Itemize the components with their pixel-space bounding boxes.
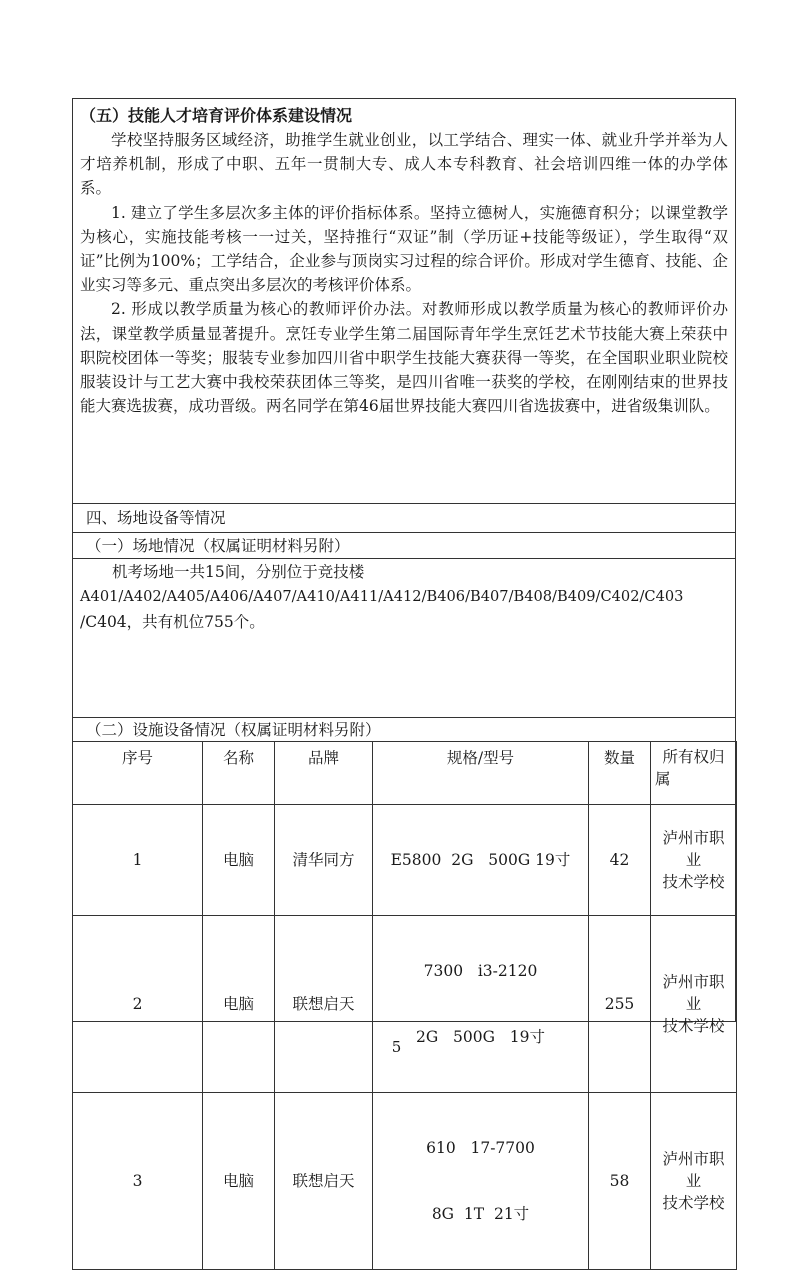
divider	[72, 503, 736, 504]
header-brand: 品牌	[275, 742, 373, 805]
venue-description-line3: /C404，共有机位755个。	[80, 613, 265, 631]
cell-spec	[373, 805, 589, 916]
table-header-row	[73, 742, 737, 805]
cell-serial-number: 1	[73, 805, 203, 916]
section-heading-facilities: 四、场地设备等情况	[86, 509, 226, 527]
header-ownership	[651, 742, 737, 805]
cell-name: 电脑	[203, 805, 275, 916]
cell-ownership	[651, 805, 737, 916]
header-ownership-line2: 属	[655, 770, 671, 788]
cell-brand: 联想启天	[275, 1093, 373, 1270]
cell-ownership-line2: 业	[685, 851, 702, 869]
header-ownership-line1: 所有权归	[662, 748, 725, 766]
cell-name: 电脑	[203, 916, 275, 1093]
cell-spec	[373, 1093, 589, 1270]
cell-spec-line1: 610 17-7700	[426, 1139, 535, 1157]
cell-brand: 清华同方	[275, 805, 373, 916]
section-heading-evaluation: （五）技能人才培育评价体系建设情况	[80, 106, 353, 125]
header-serial-number: 序号	[73, 742, 203, 805]
cell-ownership-line1: 泸州市职	[662, 829, 725, 847]
cell-ownership-line2: 业	[685, 995, 702, 1013]
cell-spec-line2: 8G 1T 21寸	[431, 1205, 530, 1223]
cell-ownership-line3: 技术学校	[662, 1017, 725, 1035]
venue-description-line1: 机考场地一共15间，分别位于竞技楼	[112, 563, 365, 581]
venue-room-list: A401/A402/A405/A406/A407/A410/A411/A412/B406/B407/B408/B409/C402/C403	[80, 588, 684, 605]
cell-spec-line2: 2G 500G 19寸	[416, 1028, 545, 1046]
cell-ownership	[651, 1093, 737, 1270]
table-row	[73, 1093, 737, 1270]
evaluation-body	[80, 128, 728, 418]
cell-serial-number: 3	[73, 1093, 203, 1270]
cell-ownership-line1: 泸州市职	[662, 973, 725, 991]
divider	[72, 558, 736, 559]
paragraph-intro: 学校坚持服务区域经济，助推学生就业创业，以工学结合、理实一体、就业升学并举为人才培养机制，形成了中职、五年一贯制大专、成人本专科教育、社会培训四维一体的办学体系。	[80, 131, 728, 198]
table-row	[73, 805, 737, 916]
paragraph-student-evaluation: 1. 建立了学生多层次多主体的评价指标体系。坚持立德树人，实施德育积分；以课堂教学为核心，实施技能考核一一过关，坚持推行“双证”制（学历证+技能等级证），学生取得“双证”比例为100%；工学结合，企业参与顶岗实习过程的综合评价。形成对学生德育、技能、企业实习等多元、重点突出多层次的考核评价体系。	[80, 203, 728, 295]
cell-name: 电脑	[203, 1093, 275, 1270]
equipment-heading: （二）设施设备情况（权属证明材料另附）	[86, 721, 381, 739]
equipment-table	[72, 741, 737, 1270]
cell-spec	[373, 916, 589, 1093]
cell-ownership-line3: 技术学校	[662, 1194, 725, 1212]
cell-serial-number: 2	[73, 916, 203, 1093]
cell-quantity: 42	[589, 805, 651, 916]
page-number: 5	[391, 1038, 402, 1056]
cell-ownership-line1: 泸州市职	[662, 1150, 725, 1168]
cell-quantity: 58	[589, 1093, 651, 1270]
cell-brand: 联想启天	[275, 916, 373, 1093]
cell-spec-line1: 7300 i3-2120	[423, 962, 538, 980]
header-quantity: 数量	[589, 742, 651, 805]
cell-ownership-line2: 业	[685, 1172, 702, 1190]
venue-heading: （一）场地情况（权属证明材料另附）	[86, 537, 350, 555]
divider	[72, 532, 736, 533]
cell-ownership	[651, 916, 737, 1093]
paragraph-teacher-evaluation: 2. 形成以教学质量为核心的教师评价办法。对教师形成以教学质量为核心的教师评价办法，课堂教学质量显著提升。烹饪专业学生第二届国际青年学生烹饪艺术节技能大赛上荣获中职院校团体一等奖；服装专业参加四川省中职学生技能大赛获得一等奖，在全国职业职业院校服装设计与工艺大赛中我校荣获团体三等奖，是四川省唯一获奖的学校，在刚刚结束的世界技能大赛选拔赛，成功晋级。两名同学在第46届世界技能大赛四川省选拔赛中，进省级集训队。	[80, 300, 728, 416]
table-row	[73, 916, 737, 1093]
header-name: 名称	[203, 742, 275, 805]
cell-ownership-line3: 技术学校	[662, 873, 725, 891]
cell-quantity: 255	[589, 916, 651, 1093]
header-spec: 规格/型号	[373, 742, 589, 805]
cell-spec-line1: E5800 2G 500G 19寸	[390, 851, 571, 869]
